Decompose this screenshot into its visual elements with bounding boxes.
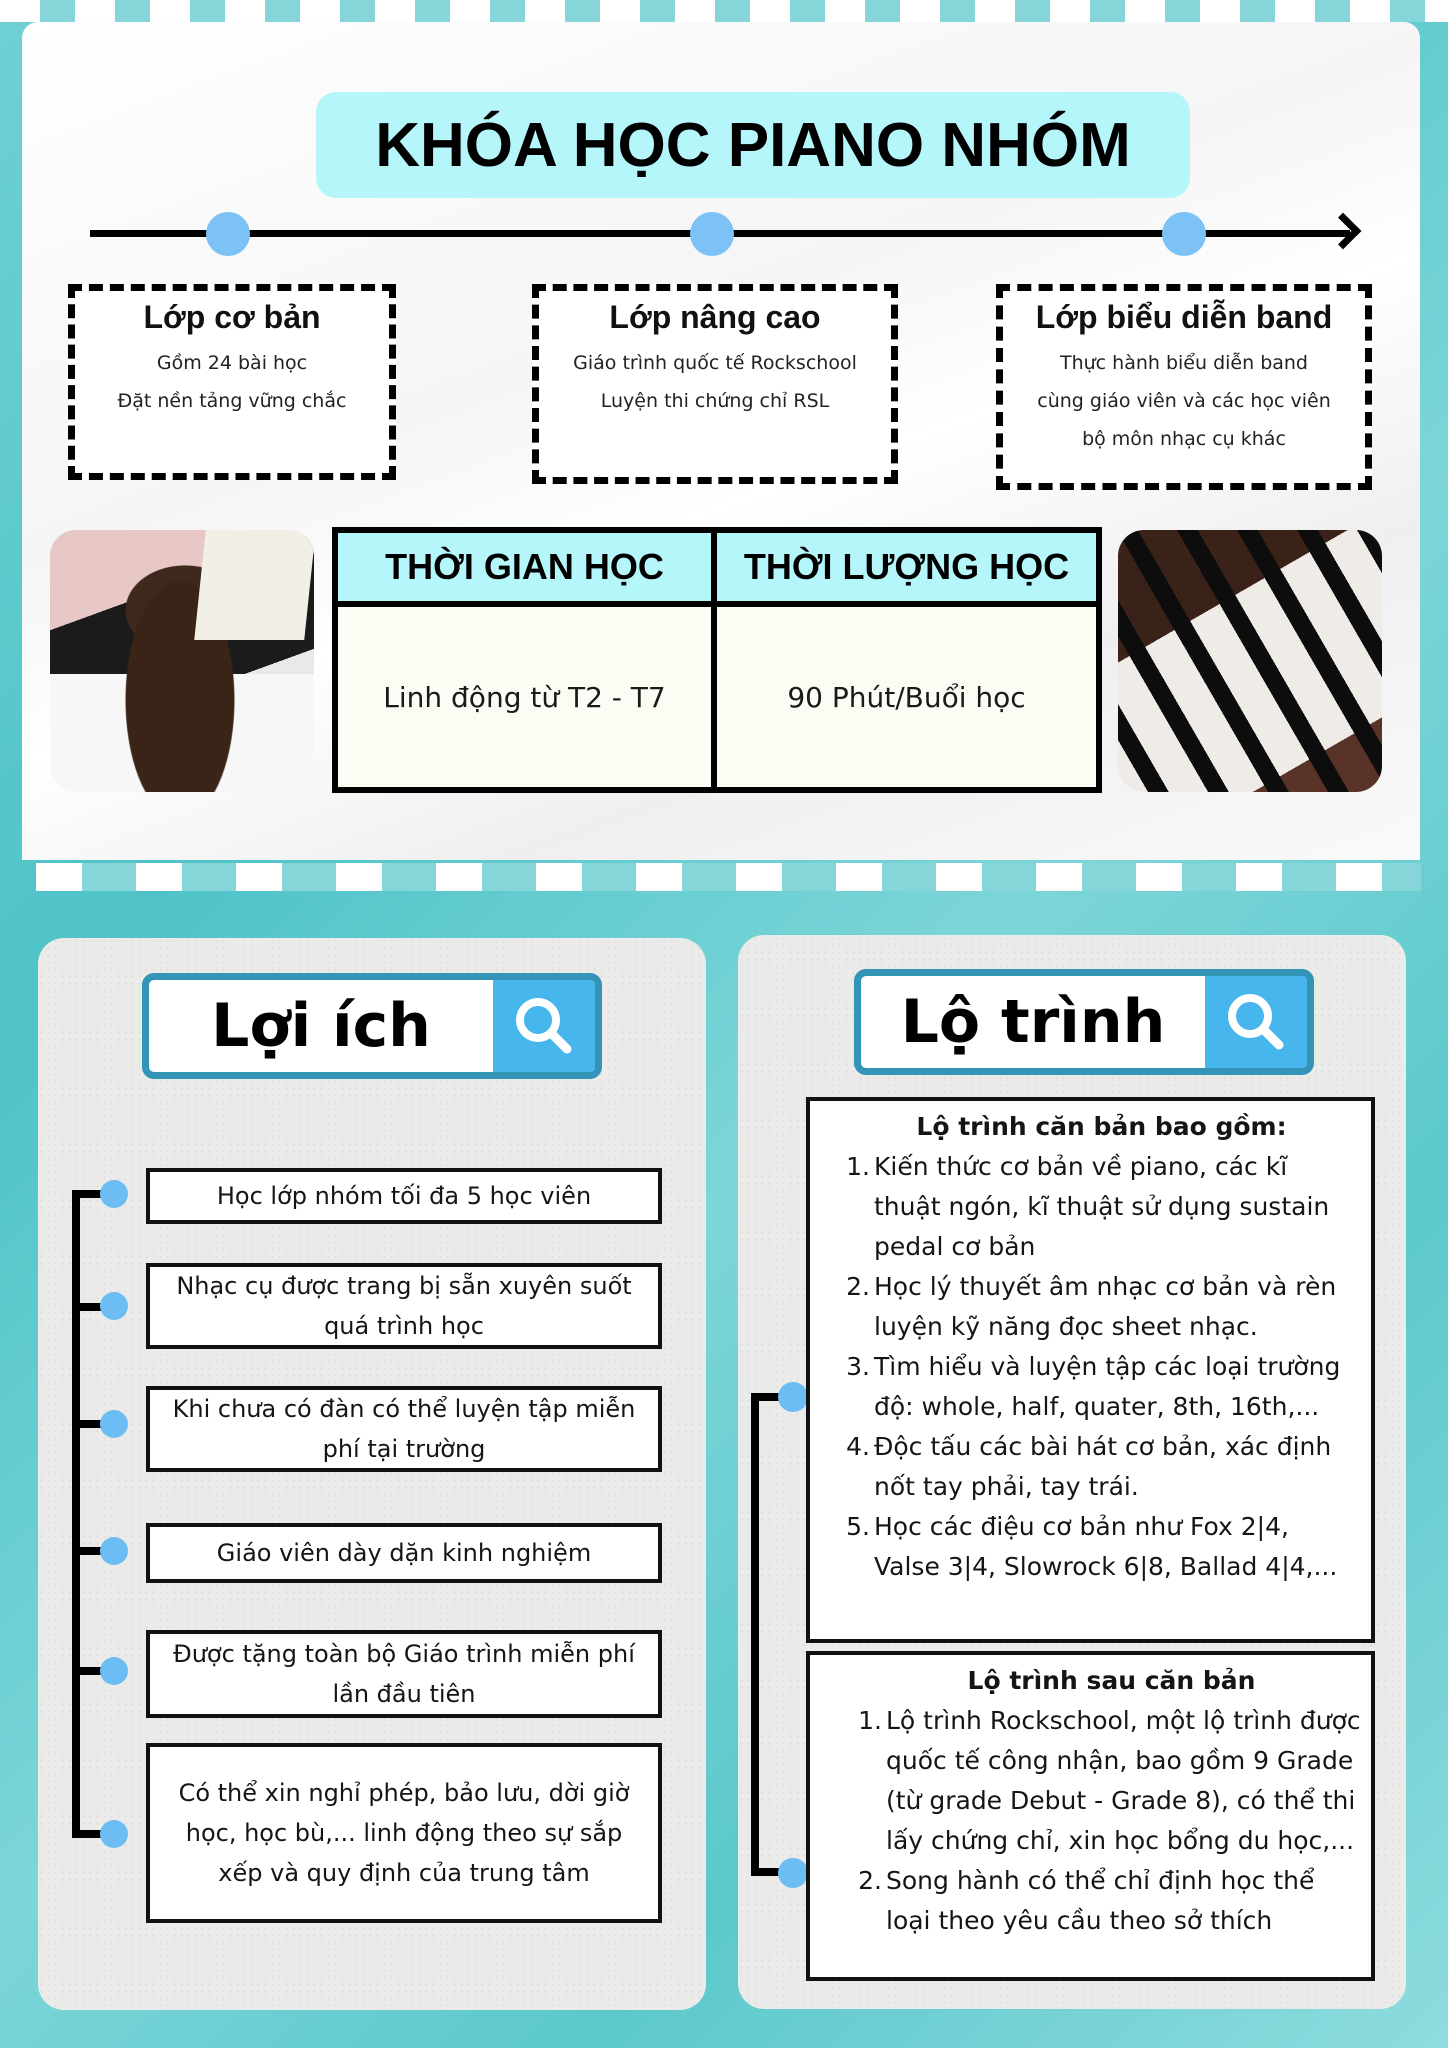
- class-detail: Gồm 24 bài học: [156, 352, 308, 374]
- bullet-dot-icon: [778, 1858, 808, 1888]
- schedule-table: [332, 527, 1102, 793]
- timeline-dot-icon: [690, 212, 734, 256]
- bullet-dot-icon: [100, 1292, 128, 1320]
- benefit-item: Khi chưa có đàn có thể luyện tập miễn phí tại trường: [146, 1386, 662, 1472]
- class-detail: Thực hành biểu diễn band: [1059, 352, 1308, 374]
- search-icon: [509, 991, 579, 1061]
- benefit-item: Có thể xin nghỉ phép, bảo lưu, dời giờ học, học bù,... linh động theo sự sắp xếp và quy định của trung tâm: [146, 1743, 662, 1923]
- roadmap-advanced-item: 1. Lộ trình Rockschool, một lộ trình được quốc tế công nhận, bao gồm 9 Grade (từ grade Debut - Grade 8), có thể thi lấy chứng chỉ, xin học bổng du học,...: [858, 1706, 1361, 1855]
- roadmap-advanced-box: [806, 1651, 1375, 1981]
- roadmap-basic-box: [806, 1097, 1375, 1643]
- benefits-heading: Lợi ích: [211, 991, 431, 1061]
- benefit-item: Được tặng toàn bộ Giáo trình miễn phí lần đầu tiên: [146, 1630, 662, 1718]
- roadmap-basic-item: 4. Độc tấu các bài hát cơ bản, xác định nốt tay phải, tay trái.: [846, 1432, 1332, 1501]
- bullet-dot-icon: [100, 1537, 128, 1565]
- roadmap-basic-item: 2. Học lý thuyết âm nhạc cơ bản và rèn luyện kỹ năng đọc sheet nhạc.: [846, 1272, 1337, 1341]
- roadmap-advanced-title: Lộ trình sau căn bản: [967, 1666, 1256, 1695]
- bullet-dot-icon: [778, 1382, 808, 1412]
- piano-keys-photo: [1118, 530, 1382, 792]
- roadmap-basic-item: 3. Tìm hiểu và luyện tập các loại trường độ: whole, half, quater, 8th, 16th,...: [846, 1352, 1341, 1421]
- connector-tick: [751, 1868, 781, 1876]
- schedule-header-time: THỜI GIAN HỌC: [338, 533, 717, 607]
- roadmap-heading: Lộ trình: [900, 987, 1166, 1057]
- benefits-connector-line: [72, 1190, 80, 1836]
- roadmap-search-heading: [854, 969, 1314, 1075]
- roadmap-basic-item: 5. Học các điệu cơ bản như Fox 2|4, Valse 3|4, Slowrock 6|8, Ballad 4|4,...: [846, 1512, 1338, 1581]
- schedule-value-duration: 90 Phút/Buổi học: [787, 680, 1026, 714]
- connector-tick: [751, 1393, 781, 1401]
- class-detail: Luyện thi chứng chỉ RSL: [600, 390, 830, 412]
- roadmap-basic-item: 1. Kiến thức cơ bản về piano, các kĩ thuật ngón, kĩ thuật sử dụng sustain pedal cơ bản: [846, 1152, 1330, 1261]
- bullet-dot-icon: [100, 1657, 128, 1685]
- schedule-header-duration: THỜI LƯỢNG HỌC: [717, 533, 1096, 607]
- roadmap-basic-title: Lộ trình căn bản bao gồm:: [916, 1112, 1287, 1141]
- class-title: Lớp biểu diễn band: [1035, 299, 1333, 335]
- timeline-dot-icon: [206, 212, 250, 256]
- benefit-item: Nhạc cụ được trang bị sẵn xuyên suốt quá trình học: [146, 1263, 662, 1349]
- class-title: Lớp nâng cao: [609, 299, 821, 335]
- class-card-band: [996, 284, 1372, 490]
- class-detail: Giáo trình quốc tế Rockschool: [573, 352, 857, 374]
- page-title-banner: [316, 92, 1190, 198]
- class-detail: Đặt nền tảng vững chắc: [117, 390, 347, 412]
- bullet-dot-icon: [100, 1410, 128, 1438]
- class-detail: bộ môn nhạc cụ khác: [1082, 428, 1286, 450]
- girl-playing-piano-photo: [50, 530, 314, 792]
- roadmap-connector-line: [751, 1393, 759, 1875]
- class-card-basic: [68, 284, 396, 480]
- middle-stripe-border: [36, 863, 1421, 891]
- benefit-item: Giáo viên dày dặn kinh nghiệm: [146, 1523, 662, 1583]
- roadmap-advanced-item: 2. Song hành có thể chỉ định học thể loại theo yêu cầu theo sở thích: [858, 1866, 1315, 1935]
- page-title: KHÓA HỌC PIANO NHÓM: [375, 110, 1131, 180]
- search-icon: [1221, 987, 1291, 1057]
- class-card-advanced: [532, 284, 898, 484]
- search-button: [1205, 976, 1307, 1068]
- bullet-dot-icon: [100, 1180, 128, 1208]
- class-title: Lớp cơ bản: [143, 299, 321, 335]
- benefits-search-heading: [142, 973, 602, 1079]
- bullet-dot-icon: [100, 1820, 128, 1848]
- class-detail: cùng giáo viên và các học viên: [1037, 390, 1331, 412]
- timeline-dot-icon: [1162, 212, 1206, 256]
- benefit-item: Học lớp nhóm tối đa 5 học viên: [146, 1168, 662, 1224]
- search-button: [493, 980, 595, 1072]
- top-stripe-border: [0, 0, 1448, 22]
- schedule-value-time: Linh động từ T2 - T7: [338, 607, 717, 787]
